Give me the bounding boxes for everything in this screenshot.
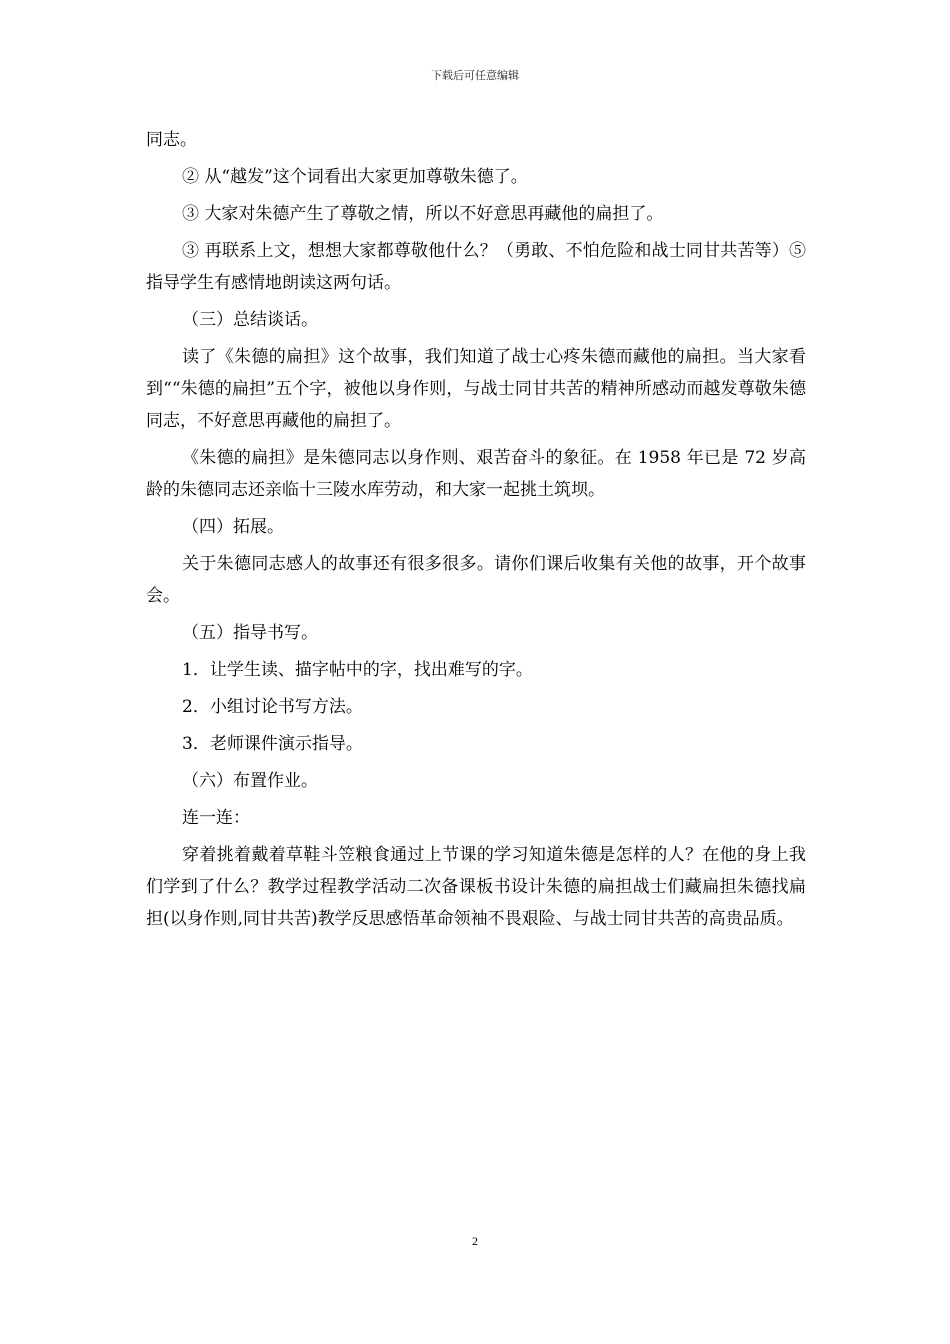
paragraph: ③ 大家对朱德产生了尊敬之情，所以不好意思再藏他的扁担了。 — [182, 204, 664, 224]
list-item: 1．让学生读、描字帖中的字，找出难写的字。 — [182, 660, 533, 680]
paragraph: 连一连： — [182, 808, 250, 828]
document-body — [146, 124, 806, 940]
section-heading: （三）总结谈话。 — [182, 310, 318, 330]
paragraph: 《朱德的扁担》是朱德同志以身作则、艰苦奋斗的象征。在 1958 年已是 72 岁高龄的朱德同志还亲临十三陵水库劳动，和大家一起挑土筑坝。 — [146, 448, 806, 500]
paragraph: 穿着挑着戴着草鞋斗笠粮食通过上节课的学习知道朱德是怎样的人？在他的身上我们学到了什么？教学过程教学活动二次备课板书设计朱德的扁担战士们藏扁担朱德找扁担(以身作则,同甘共苦)教学反思感悟革命领袖不畏艰险、与战士同甘共苦的高贵品质。 — [146, 845, 806, 929]
page-number: 2 — [472, 1234, 478, 1248]
page-header: 下载后可任意编辑 — [431, 69, 519, 82]
section-heading: （六）布置作业。 — [182, 771, 318, 791]
list-item: 2．小组讨论书写方法。 — [182, 697, 363, 717]
paragraph: 关于朱德同志感人的故事还有很多很多。请你们课后收集有关他的故事，开个故事会。 — [146, 554, 806, 606]
section-heading: （四）拓展。 — [182, 517, 284, 537]
paragraph: 读了《朱德的扁担》这个故事，我们知道了战士心疼朱德而藏他的扁担。当大家看到““朱德的扁担”五个字，被他以身作则，与战士同甘共苦的精神所感动而越发尊敬朱德同志，不好意思再藏他的扁担了。 — [146, 347, 806, 431]
list-item: 3．老师课件演示指导。 — [182, 734, 363, 754]
section-heading: （五）指导书写。 — [182, 623, 318, 643]
paragraph-continuation: 同志。 — [146, 130, 197, 150]
paragraph: ③ 再联系上文，想想大家都尊敬他什么？（勇敢、不怕危险和战士同甘共苦等）⑤指导学生有感情地朗读这两句话。 — [146, 241, 806, 293]
paragraph: ② 从“越发”这个词看出大家更加尊敬朱德了。 — [182, 167, 528, 187]
